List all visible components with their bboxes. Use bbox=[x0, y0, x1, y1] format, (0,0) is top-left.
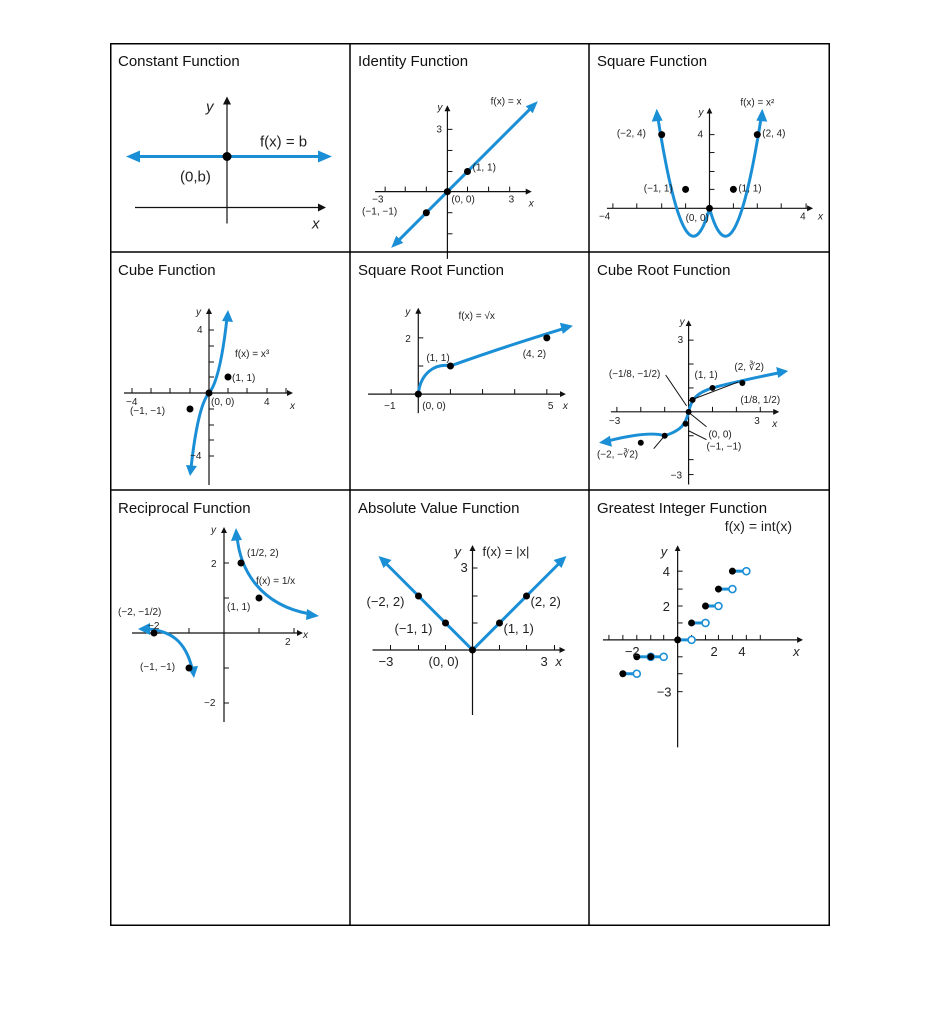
tick-label: 3 bbox=[677, 335, 684, 347]
tick-label: 4 bbox=[662, 564, 670, 580]
y-axis-label: y bbox=[679, 317, 685, 329]
identity-line bbox=[398, 108, 531, 241]
point-m1-m1 bbox=[423, 209, 430, 216]
y-ticks bbox=[709, 135, 714, 190]
constant-graph bbox=[110, 43, 350, 283]
point-label: (1, 1) bbox=[426, 352, 450, 364]
point-m1-m1 bbox=[662, 433, 668, 439]
tick-label: −3 bbox=[608, 415, 621, 427]
identity-graph bbox=[350, 43, 590, 283]
y-axis-label: y bbox=[405, 306, 411, 318]
tick-label: −2 bbox=[204, 698, 216, 709]
point-label: (2, ∛2) bbox=[734, 362, 764, 374]
point-label: (1/8, 1/2) bbox=[740, 394, 781, 406]
function-label: f(x) = b bbox=[260, 133, 308, 151]
point-0-0 bbox=[469, 647, 476, 654]
point-m1-1 bbox=[442, 620, 449, 627]
arrow-up bbox=[222, 310, 233, 322]
point-label: (−1, −1) bbox=[362, 206, 398, 218]
tick-label: 4 bbox=[264, 397, 270, 408]
y-axis-label: y bbox=[454, 544, 461, 559]
panel-title: Cube Function bbox=[118, 262, 216, 279]
x-axis-label: x bbox=[555, 654, 562, 669]
x-axis-label: x bbox=[772, 418, 778, 430]
point-half-2 bbox=[238, 560, 245, 567]
tick-label: 3 bbox=[460, 560, 468, 575]
panel-subtitle: f(x) = int(x) bbox=[724, 518, 792, 534]
panel-title: Absolute Value Function bbox=[358, 500, 520, 517]
point-m1-m1 bbox=[187, 406, 194, 413]
point-1-1 bbox=[464, 168, 471, 175]
function-table bbox=[110, 43, 830, 926]
point-label: (1/2, 2) bbox=[247, 548, 279, 559]
x-axis-label: x bbox=[312, 215, 320, 233]
panel-title: Identity Function bbox=[358, 53, 469, 70]
arrow-right bbox=[756, 109, 767, 122]
tick-label: 3 bbox=[754, 415, 760, 427]
point-0-b bbox=[223, 152, 232, 161]
point-1-8-1-2 bbox=[690, 397, 696, 403]
line-arrow-left bbox=[126, 151, 140, 163]
y-axis-label: y bbox=[196, 307, 201, 318]
point-label: (−1, −1) bbox=[706, 441, 742, 453]
panel-identity bbox=[350, 43, 589, 252]
point-label: (−2, 2) bbox=[366, 594, 405, 609]
tick-label: −3 bbox=[670, 470, 683, 482]
panel-reciprocal bbox=[110, 490, 350, 926]
panel-title: Constant Function bbox=[118, 53, 240, 70]
panel-constant bbox=[110, 43, 350, 252]
point-1-1 bbox=[256, 595, 263, 602]
x-axis-label: x bbox=[528, 198, 534, 210]
y-axis-label: y bbox=[437, 102, 443, 114]
point-label: (0, 0) bbox=[428, 654, 459, 669]
tick-label: −4 bbox=[598, 211, 611, 223]
point-2-2 bbox=[523, 593, 530, 600]
sqrt-graph bbox=[350, 252, 590, 492]
x-axis-label: x bbox=[562, 401, 568, 413]
point-label: (−1, −1) bbox=[140, 662, 176, 673]
point-label: (−1, 1) bbox=[394, 621, 433, 636]
tick-label: 4 bbox=[738, 643, 746, 659]
panel-title: Square Function bbox=[597, 53, 708, 70]
point-label: (0, 0) bbox=[422, 401, 446, 413]
step-y-2 bbox=[702, 603, 722, 610]
point-1-1 bbox=[225, 374, 232, 381]
x-ticks bbox=[391, 389, 547, 394]
point-m2-2 bbox=[415, 593, 422, 600]
arrow-up bbox=[231, 528, 242, 541]
point-0-0 bbox=[206, 390, 213, 397]
point-label: (1, 1) bbox=[227, 602, 251, 613]
panel-square-root bbox=[350, 252, 589, 490]
point-2-4 bbox=[754, 131, 761, 138]
point-label: (−1, 1) bbox=[643, 183, 673, 195]
point-4-2 bbox=[543, 334, 550, 341]
step-y-3 bbox=[715, 586, 736, 593]
x-axis-label: x bbox=[793, 643, 800, 659]
function-label: f(x) = x³ bbox=[235, 349, 270, 360]
panel-cube bbox=[110, 252, 350, 490]
panel-square bbox=[589, 43, 830, 252]
point-0-0 bbox=[415, 391, 422, 398]
point-label: (−2, −1/2) bbox=[118, 607, 162, 618]
reciprocal-graph bbox=[110, 490, 350, 730]
tick-label: 4 bbox=[197, 325, 203, 336]
point-label: (1, 1) bbox=[503, 621, 534, 636]
step-y-1 bbox=[688, 619, 709, 626]
point-label: (0, 0) bbox=[708, 429, 732, 441]
panel-title: Greatest Integer Function bbox=[597, 500, 768, 517]
cbrt-graph bbox=[589, 252, 829, 492]
point-label: (0, 0) bbox=[685, 213, 709, 225]
arrow-right bbox=[776, 367, 788, 378]
function-label: f(x) = x² bbox=[740, 97, 775, 109]
point-neg1-8-neg1-2 bbox=[683, 421, 689, 427]
abs-graph bbox=[350, 490, 590, 730]
point-0-0 bbox=[444, 188, 451, 195]
panel-title: Square Root Function bbox=[358, 262, 504, 279]
y-axis-label: y bbox=[660, 544, 668, 560]
point-label: (2, 4) bbox=[762, 128, 786, 140]
point-label: (1, 1) bbox=[232, 373, 256, 384]
arrow-down bbox=[186, 465, 197, 476]
point-1-1 bbox=[730, 186, 737, 193]
tick-label: −1 bbox=[384, 401, 396, 413]
point-m2-4 bbox=[658, 131, 665, 138]
cbrt-curve bbox=[609, 373, 781, 441]
point-1-1 bbox=[709, 385, 715, 391]
x-axis-label: x bbox=[290, 401, 295, 412]
arrow-right bbox=[560, 323, 573, 334]
tick-label: 2 bbox=[211, 559, 217, 570]
point-label: (−2, −∛2) bbox=[596, 449, 639, 461]
point-1-1 bbox=[496, 620, 503, 627]
panel-greatest-integer bbox=[589, 490, 830, 926]
arrow-left bbox=[599, 436, 612, 447]
point-label: (4, 2) bbox=[522, 348, 547, 360]
y-ticks bbox=[447, 129, 452, 233]
point-label: (−1, −1) bbox=[130, 406, 166, 417]
tick-label: 4 bbox=[800, 211, 806, 223]
tick-label: 3 bbox=[508, 194, 515, 206]
panel-title: Reciprocal Function bbox=[118, 500, 251, 517]
panel-cube-root bbox=[589, 252, 830, 490]
point-0-0 bbox=[706, 205, 713, 212]
point-m1-1 bbox=[682, 186, 689, 193]
point-label: (1, 1) bbox=[738, 183, 762, 195]
tick-label: −3 bbox=[372, 194, 384, 206]
tick-label: 5 bbox=[547, 401, 554, 413]
tick-label: −4 bbox=[190, 451, 202, 462]
y-axis-label: y bbox=[698, 107, 704, 119]
y-ticks bbox=[678, 571, 683, 691]
arrow-right bbox=[306, 609, 319, 620]
function-label: f(x) = |x| bbox=[482, 544, 530, 559]
step-y-4 bbox=[729, 568, 750, 575]
tick-label: −2 bbox=[148, 621, 160, 632]
x-axis-label: x bbox=[818, 211, 824, 223]
tick-label: 2 bbox=[710, 643, 718, 659]
square-graph bbox=[589, 43, 829, 283]
point-label: (0,b) bbox=[180, 168, 211, 186]
step-y-minus3 bbox=[619, 670, 640, 677]
tick-label: 2 bbox=[405, 333, 411, 345]
point-label: (0, 0) bbox=[451, 194, 475, 206]
function-label: f(x) = x bbox=[490, 96, 522, 108]
tick-label: −2 bbox=[624, 643, 640, 659]
tick-label: 3 bbox=[436, 124, 442, 136]
cube-graph bbox=[110, 252, 350, 492]
point-2-cbrt2 bbox=[739, 380, 745, 386]
point-label: (−2, 4) bbox=[616, 128, 646, 140]
y-ticks bbox=[473, 568, 478, 623]
point-m2-cbrt bbox=[638, 440, 644, 446]
y-axis-label: y bbox=[211, 525, 216, 536]
tick-label: −3 bbox=[378, 654, 394, 669]
panel-absolute-value bbox=[350, 490, 589, 926]
tick-label: −3 bbox=[656, 684, 672, 700]
int-graph bbox=[589, 490, 829, 730]
point-m1-m1 bbox=[186, 665, 193, 672]
step-y-0 bbox=[674, 636, 695, 643]
point-0-0 bbox=[686, 409, 692, 415]
point-label: (0, 0) bbox=[211, 397, 235, 408]
point-label: (2, 2) bbox=[530, 594, 561, 609]
tick-label: 4 bbox=[697, 129, 704, 141]
panel-title: Cube Root Function bbox=[597, 262, 731, 279]
step-y-minus1 bbox=[647, 653, 667, 660]
function-label: f(x) = 1/x bbox=[256, 576, 296, 587]
x-axis-label: x bbox=[303, 630, 308, 641]
arrow-left bbox=[652, 109, 663, 122]
tick-label: 3 bbox=[540, 654, 548, 669]
function-label: f(x) = √x bbox=[458, 310, 495, 322]
y-axis-label: y bbox=[206, 98, 214, 116]
point-label: (−1/8, −1/2) bbox=[608, 368, 661, 380]
tick-label: 2 bbox=[285, 637, 291, 648]
y-ticks bbox=[418, 338, 423, 366]
tick-label: 2 bbox=[662, 598, 670, 614]
tick-label: −4 bbox=[126, 397, 138, 408]
point-label: (1, 1) bbox=[694, 369, 718, 381]
line-arrow-right bbox=[318, 151, 332, 163]
point-label: (1, 1) bbox=[472, 162, 496, 174]
